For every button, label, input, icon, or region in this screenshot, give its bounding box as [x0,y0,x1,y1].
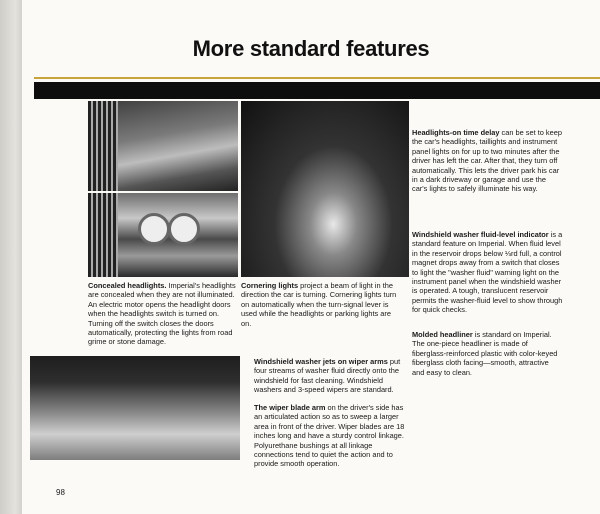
windshield-wiper-photo [30,356,240,460]
caption-body: on the driver's side has an articulated action so as to sweep a larger area in front of the driver. Wiper blades are 18 inches long and have a sturdy control linkage. Polyurethane bushings at all linkage connections tend to quiet the action and to provide smooth operation. [254,403,405,469]
caption-concealed-headlights [88,281,238,347]
caption-body: is standard on Imperial. The one-piece headliner is made of fiberglass-reinforced plastic with color-keyed fiberglass cloth facing—smooth, attractive and easy to clean. [412,330,558,377]
caption-heading: The wiper blade arm [254,403,326,412]
cornering-light-photo [241,101,409,277]
page-number: 98 [56,488,65,497]
page-title: More standard features [192,36,430,61]
caption-washer-fluid-indicator [412,230,564,315]
book-spine [0,0,22,514]
caption-headlights-delay [412,128,562,194]
caption-heading: Windshield washer jets on wiper arms [254,357,388,366]
concealed-headlight-closed-photo [88,101,238,191]
caption-heading: Headlights-on time delay [412,128,500,137]
caption-body: is a standard feature on Imperial. When fluid level in the reservoir drops below ⅓rd full, a control magnet drops away from a switch that closes to light the "washer fluid" warning light on the instrument panel when the windshield washer is operated. A tough, translucent reservoir permits the washer-fluid level to show through for quick checks. [412,230,563,315]
caption-wiper-blade-arm [254,403,412,469]
caption-heading: Cornering lights [241,281,299,290]
caption-cornering-lights [241,281,401,328]
caption-heading: Windshield washer fluid-level indicator [412,230,549,239]
black-band [34,82,600,99]
grille-graphic [88,101,118,191]
caption-heading: Molded headliner [412,330,473,339]
headlamp-graphic [168,213,200,245]
caption-heading: Concealed headlights. [88,281,167,290]
caption-body: project a beam of light in the direction the car is turning. Cornering lights turn on automatically when the turn-signal lever is used while the headlights or parking lights are on. [241,281,397,328]
grille-graphic [88,193,118,277]
concealed-headlight-open-photo [88,193,238,277]
caption-body: can be set to keep the car's headlights, taillights and instrument panel lights on for up to two minutes after the driver has left the car. After that, they turn off automatically. This lets the driver park his car in a dark driveway or garage and use the car's lights to safely illuminate his way. [412,128,562,194]
brochure-page [22,0,600,514]
caption-molded-headliner [412,330,562,377]
headlamp-graphic [138,213,170,245]
caption-body: put four streams of washer fluid directly onto the windshield for fast cleaning. Windshield washers and 3-speed wipers are standard. [254,357,401,395]
caption-body: Imperial's headlights are concealed when they are not illuminated. An electric motor opens the headlight doors when the headlights switch is turned on. Turning off the switch closes the doors automatically, protecting the lights from road grime or stone damage. [88,281,236,347]
caption-washer-jets [254,357,412,395]
gold-rule [34,77,600,79]
